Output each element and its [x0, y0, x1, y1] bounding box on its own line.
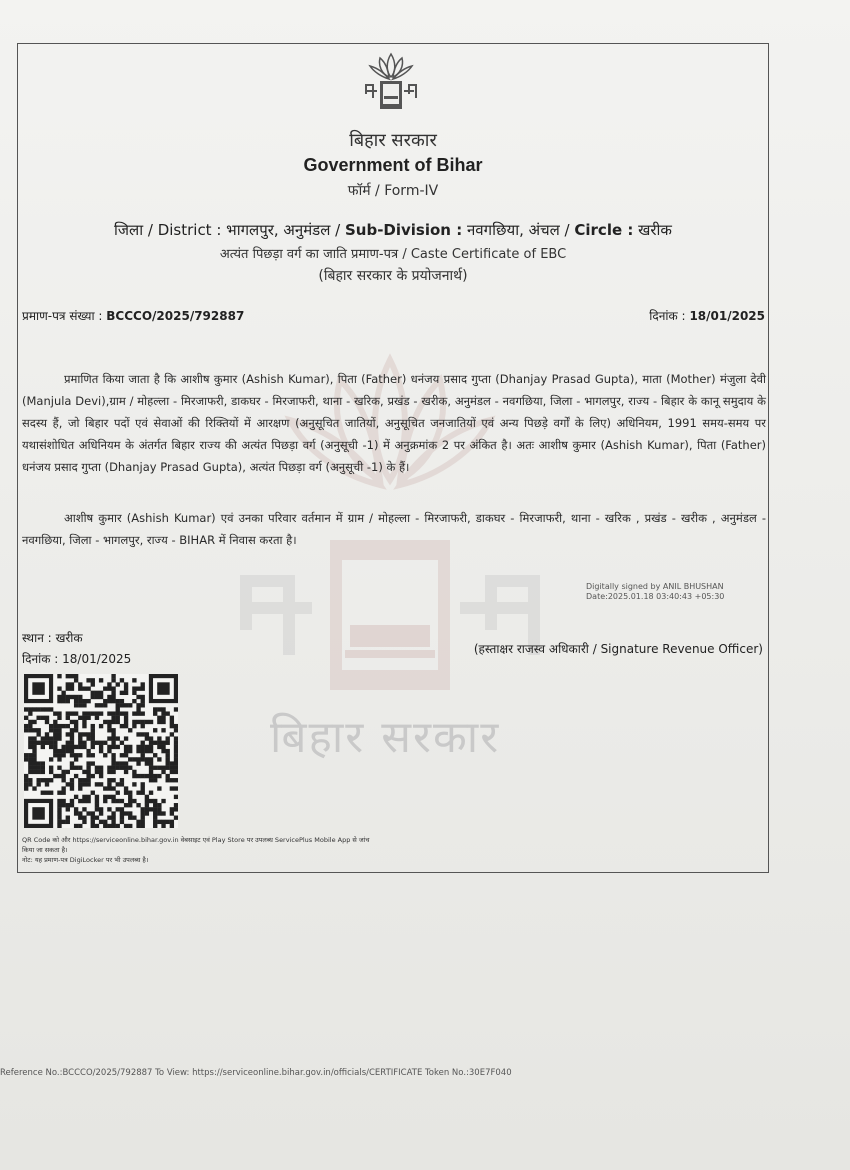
issue-place — [22, 629, 83, 646]
circle-value: खरीक — [638, 221, 672, 239]
watermark-text: बिहार सरकार — [270, 712, 501, 763]
issue-place-label: स्थान : — [22, 631, 52, 645]
state-name-hindi: बिहार सरकार — [349, 130, 437, 151]
certificate-number — [22, 307, 244, 324]
district-value: भागलपुर, अनुमंडल / — [226, 221, 341, 239]
certification-paragraph: प्रमाणित किया जाता है कि आशीष कुमार (Ashish Kumar), पिता (Father) धनंजय प्रसाद गुप्ता (Dhanjay Prasad Gupta), माता (Mother) मंजुला देवी (Manjula Devi),ग्राम / मोहल्ला - मिरजाफरी, डाकघर - मिरजाफरी, थाना - खरिक, प्रखंड - खरीक, अनुमंडल - नवगछिया, जिला - भागलपुर, राज्य - बिहार के कानू समुदाय के सदस्य हैं, जो बिहार पदों एवं सेवाओं की रिक्तियों में आरक्षण (अनुसूचित जातियों, अनुसूचित जनजातियों एवं अन्य पिछड़े वर्गों के लिए) अधिनियम, 1991 समय-समय पर यथासंशोधित अधिनियम के अंतर्गत बिहार राज्य की अत्यंत पिछड़ा वर्ग (अनुसूची -1) में अनुक्रमांक 2 पर अंकित है। अतः आशीष कुमार (Ashish Kumar), पिता (Father) धनंजय प्रसाद गुप्ता (Dhanjay Prasad Gupta), अत्यंत पिछड़ा वर्ग (अनुसूची -1) के हैं। — [22, 372, 766, 474]
certificate-date — [560, 307, 765, 324]
qr-code[interactable] — [24, 674, 178, 828]
certificate-date-label: दिनांक : — [649, 309, 686, 323]
form-number: फॉर्म / Form-IV — [347, 183, 439, 199]
qr-note-line3: नोट: यह प्रमाण-पत्र DigiLocker पर भी उपलब्ध है। — [22, 856, 149, 864]
certificate-number-value: BCCCO/2025/792887 — [106, 309, 245, 323]
certificate-date-value: 18/01/2025 — [689, 309, 765, 323]
bihar-emblem-icon — [362, 50, 420, 112]
issue-date-value: 18/01/2025 — [62, 652, 132, 666]
residence-paragraph: आशीष कुमार (Ashish Kumar) एवं उनका परिवार वर्तमान में ग्राम / मोहल्ला - मिरजाफरी, डाकघर - मिरजाफरी, थाना - खरिक , प्रखंड - खरीक , अनुमंडल - नवगछिया, जिला - भागलपुर, राज्य - BIHAR में निवास करता है। — [22, 511, 766, 547]
issue-date — [22, 650, 131, 667]
certificate-number-label: प्रमाण-पत्र संख्या : — [22, 309, 103, 323]
qr-note-line2: किया जा सकता है। — [22, 846, 68, 854]
digital-signature — [586, 582, 724, 602]
reference-footer: Reference No.:BCCCO/2025/792887 To View: https://serviceonline.bihar.gov.in/officials/CERTIFICATE Token No.:30E7F040 — [0, 1068, 512, 1078]
digital-signature-date: Date:2025.01.18 03:40:43 +05:30 — [586, 592, 725, 601]
circle-label: Circle : — [574, 221, 634, 239]
subdivision-value: नवगछिया, अंचल / — [466, 221, 570, 239]
qr-note-line1: QR Code को और https://serviceonline.bihar.gov.in वेबसाइट एवं Play Store पर उपलब्ध ServicePlus Mobile App से जांच — [22, 836, 370, 844]
issue-date-label: दिनांक : — [22, 652, 59, 666]
issue-place-value: खरीक — [55, 631, 83, 645]
certificate-title: अत्यंत पिछड़ा वर्ग का जाति प्रमाण-पत्र / Caste Certificate of EBC — [219, 247, 567, 262]
government-title: Government of Bihar — [303, 155, 483, 175]
digital-signature-signer: Digitally signed by ANIL BHUSHAN — [586, 582, 724, 591]
certificate-subtitle: (बिहार सरकार के प्रयोजनार्थ) — [318, 268, 468, 284]
signature-revenue-officer: (हस्ताक्षर राजस्व अधिकारी / Signature Revenue Officer) — [473, 642, 763, 656]
subdivision-label: Sub-Division : — [344, 221, 463, 239]
district-label: जिला / District : — [114, 221, 222, 239]
jurisdiction-line — [17, 220, 769, 240]
